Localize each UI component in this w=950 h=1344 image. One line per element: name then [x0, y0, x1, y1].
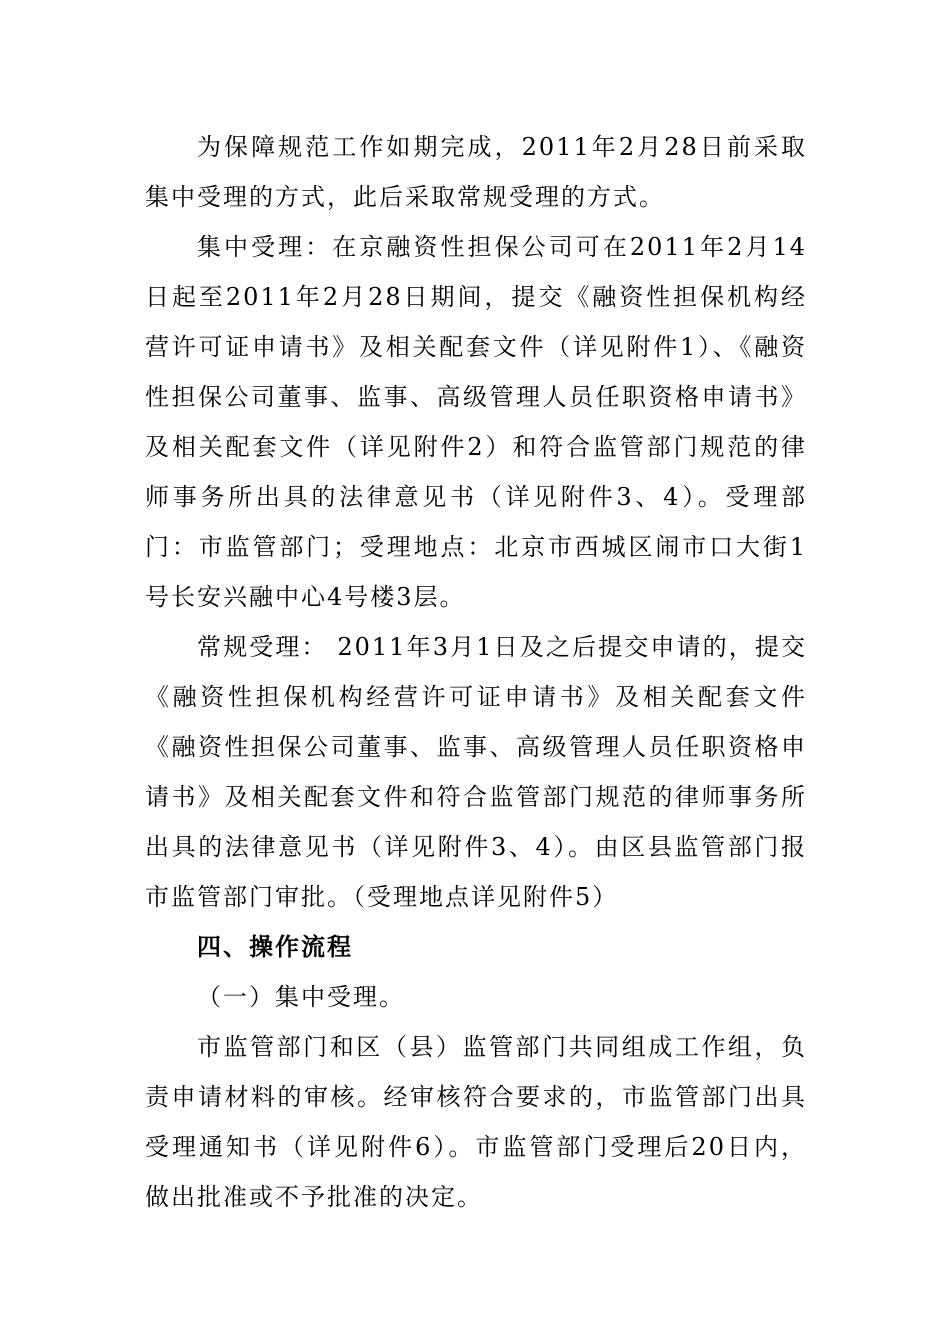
paragraph-working-group: 市监管部门和区（县）监管部门共同组成工作组，负责申请材料的审核。经审核符合要求的，市监管部门出具受理通知书（详见附件6）。市监管部门受理后20日内，做出批准或不予批准的决定。: [145, 1033, 807, 1211]
paragraph-centralized-acceptance: 集中受理：在京融资性担保公司可在2011年2月14日起至2011年2月28日期间，提交《融资性担保机构经营许可证申请书》及相关配套文件（详见附件1）、《融资性担保公司董事、监事、高级管理人员任职资格申请书》及相关配套文件（详见附件2）和符合监管部门规范的律师事务所出具的法律意见书（详见附件3、4）。受理部门：市监管部门；受理地点：北京市西城区闹市口大街1号长安兴融中心4号楼3层。: [145, 233, 807, 611]
section-heading-operation-process: 四、操作流程: [197, 933, 353, 961]
document-body: [145, 122, 807, 1222]
paragraph-regular-acceptance: 常规受理： 2011年3月1日及之后提交申请的，提交《融资性担保机构经营许可证申请书》及相关配套文件《融资性担保公司董事、监事、高级管理人员任职资格申请书》及相关配套文件和符合监管部门规范的律师事务所出具的法律意见书（详见附件3、4）。由区县监管部门报市监管部门审批。（受理地点详见附件5）: [145, 633, 807, 911]
paragraph-intro: 为保障规范工作如期完成，2011年2月28日前采取集中受理的方式，此后采取常规受理的方式。: [145, 133, 807, 211]
subsection-heading-centralized: （一）集中受理。: [197, 983, 405, 1011]
